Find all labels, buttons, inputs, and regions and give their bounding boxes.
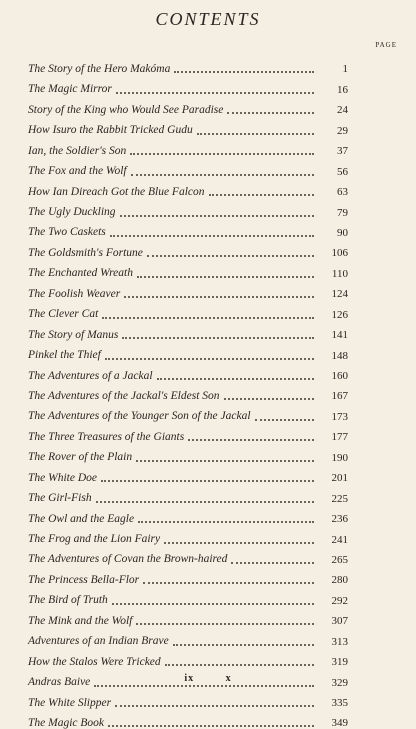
toc-entry-page: 37 xyxy=(337,145,348,158)
toc-entry xyxy=(28,300,348,320)
toc-entry-page: 1 xyxy=(342,63,348,76)
toc-entry-title: The Three Treasures of the Giants xyxy=(28,430,185,443)
dot-leader xyxy=(96,501,314,503)
toc-entry-page: 241 xyxy=(331,533,348,546)
dot-leader xyxy=(131,174,314,176)
toc-entry-title: Pinkel the Thief xyxy=(28,349,101,362)
dot-leader xyxy=(115,705,314,707)
toc-entry-page: 63 xyxy=(337,186,348,199)
toc-entry-page: 190 xyxy=(331,451,348,464)
toc-entry-title: The Magic Mirror xyxy=(28,83,112,96)
toc-entry-title: The Story of Manus xyxy=(28,328,119,341)
dot-leader xyxy=(122,337,314,339)
toc-entry-page: 329 xyxy=(331,676,348,689)
dot-leader xyxy=(124,296,314,298)
toc-entry-page: 56 xyxy=(337,165,348,178)
dot-leader xyxy=(165,664,314,666)
toc-entry xyxy=(28,586,348,606)
toc-entry-title: The Two Caskets xyxy=(28,226,106,239)
toc-entry-title: How Ian Direach Got the Blue Falcon xyxy=(28,185,205,198)
toc-entry xyxy=(28,484,348,504)
toc-entry-page: 160 xyxy=(331,370,348,382)
toc-entry-title: The Foolish Weaver xyxy=(28,287,121,300)
dot-leader xyxy=(136,623,314,625)
toc-entry-page: 16 xyxy=(337,83,348,96)
toc-entry-page: 319 xyxy=(331,656,348,669)
toc-entry-page: 24 xyxy=(337,104,348,117)
toc-entry xyxy=(28,239,348,259)
toc-entry xyxy=(28,341,348,361)
dot-leader xyxy=(94,685,314,687)
dot-leader xyxy=(147,255,314,257)
page-folio xyxy=(0,673,416,684)
dot-leader xyxy=(105,358,314,360)
toc-entry-title: The White Slipper xyxy=(28,696,112,709)
dot-leader xyxy=(173,644,314,646)
toc-entry-title: Story of the King who Would See Paradise xyxy=(28,103,224,116)
dot-leader xyxy=(188,439,314,441)
toc-entry-title: The Owl and the Eagle xyxy=(28,512,135,525)
toc-entry xyxy=(28,198,348,218)
toc-entry-title: The Story of the Hero Makóma xyxy=(28,62,171,75)
folio-numeral: x xyxy=(225,673,232,684)
toc-entry xyxy=(28,280,348,300)
toc-entry xyxy=(28,178,348,198)
toc-entry xyxy=(28,382,348,402)
toc-entry-page: 126 xyxy=(331,308,348,321)
toc-entry xyxy=(28,75,348,95)
toc-entry-page: 106 xyxy=(331,247,348,260)
toc-entry-title: The Bird of Truth xyxy=(28,594,108,607)
toc-entry xyxy=(28,137,348,157)
dot-leader xyxy=(174,71,314,73)
dot-leader xyxy=(224,398,314,400)
toc-entry-title: Adventures of an Indian Brave xyxy=(28,635,169,648)
page-column-label: PAGE xyxy=(375,41,397,49)
toc-entry-title: How the Stalos Were Tricked xyxy=(28,655,161,668)
toc-entry-title: The Frog and the Lion Fairy xyxy=(28,533,161,545)
toc-entry xyxy=(28,402,348,422)
dot-leader xyxy=(157,378,314,380)
toc-entry-title: The Mink and the Wolf xyxy=(28,614,133,627)
toc-entry-title: The Adventures of the Jackal's Eldest Son xyxy=(28,389,220,402)
dot-leader xyxy=(130,153,314,155)
dot-leader xyxy=(120,215,314,217)
toc-entry xyxy=(28,566,348,586)
toc-entry-page: 173 xyxy=(331,410,348,423)
dot-leader xyxy=(209,194,314,196)
dot-leader xyxy=(143,582,314,584)
toc-entry-page: 225 xyxy=(331,492,348,505)
dot-leader xyxy=(101,480,314,482)
toc-entry-title: The Goldsmith's Fortune xyxy=(28,246,143,259)
toc-entry-title: The Adventures of the Younger Son of the Jackal xyxy=(28,410,251,423)
dot-leader xyxy=(108,725,314,727)
toc-entry-title: The Girl-Fish xyxy=(28,492,92,505)
toc-entry xyxy=(28,689,348,709)
toc-entry xyxy=(28,464,348,484)
toc-entry-title: The Adventures of a Jackal xyxy=(28,369,153,382)
dot-leader xyxy=(137,276,314,278)
toc-entry-title: The Enchanted Wreath xyxy=(28,267,133,280)
toc-entry-title: The Rover of the Plain xyxy=(28,451,133,464)
toc-entry xyxy=(28,423,348,443)
toc-entry-page: 79 xyxy=(337,206,348,219)
toc-entry-title: The Magic Book xyxy=(28,716,105,729)
toc-entry xyxy=(28,55,348,75)
toc-entry-page: 236 xyxy=(331,513,348,526)
toc-entry-page: 177 xyxy=(331,431,348,444)
dot-leader xyxy=(138,521,314,523)
toc-entry xyxy=(28,648,348,668)
toc-entry-title: Ian, the Soldier's Son xyxy=(28,144,127,157)
toc-entry xyxy=(28,709,348,729)
toc-entry xyxy=(28,607,348,627)
dot-leader xyxy=(116,92,314,94)
dot-leader xyxy=(112,603,314,605)
toc-entry xyxy=(28,96,348,116)
toc-entry xyxy=(28,546,348,566)
dot-leader xyxy=(110,235,314,237)
toc-entry-page: 110 xyxy=(331,267,348,280)
dot-leader xyxy=(197,133,314,135)
toc-entry xyxy=(28,627,348,647)
dot-leader xyxy=(164,542,314,544)
toc-entry-page: 167 xyxy=(331,390,348,403)
dot-leader xyxy=(255,419,314,421)
toc-entry-title: The White Doe xyxy=(28,471,97,484)
toc-entry xyxy=(28,259,348,279)
toc-entry-page: 148 xyxy=(331,349,348,362)
toc-entry-page: 349 xyxy=(331,717,348,729)
toc-entry xyxy=(28,505,348,525)
toc-entry-page: 90 xyxy=(337,226,348,239)
toc-entry-page: 201 xyxy=(331,472,348,485)
toc-entry-title: The Adventures of Covan the Brown-haired xyxy=(28,553,228,566)
toc-entry xyxy=(28,116,348,136)
toc-entry xyxy=(28,219,348,239)
toc-entry xyxy=(28,321,348,341)
toc-entry-page: 313 xyxy=(331,635,348,648)
toc-entry-page: 124 xyxy=(331,288,348,301)
page-title: CONTENTS xyxy=(155,9,261,29)
dot-leader xyxy=(227,112,314,114)
toc-entry-page: 141 xyxy=(331,329,348,342)
toc-entry-page: 280 xyxy=(331,574,348,587)
toc-entry-page: 29 xyxy=(337,124,348,137)
toc-entry-title: The Ugly Duckling xyxy=(28,206,116,218)
dot-leader xyxy=(136,460,314,462)
contents-list xyxy=(28,55,348,729)
dot-leader xyxy=(231,562,314,564)
toc-entry-page: 335 xyxy=(331,697,348,709)
toc-entry xyxy=(28,525,348,545)
toc-entry-page: 307 xyxy=(331,615,348,628)
toc-entry-title: The Fox and the Wolf xyxy=(28,165,127,178)
toc-entry-title: Andras Baive xyxy=(28,676,91,689)
toc-entry xyxy=(28,443,348,463)
toc-entry-title: The Princess Bella-Flor xyxy=(28,573,140,586)
toc-entry-page: 265 xyxy=(331,553,348,566)
toc-entry-page: 292 xyxy=(331,594,348,607)
toc-entry-title: The Clever Cat xyxy=(28,308,99,321)
folio-numeral: ix xyxy=(184,673,195,684)
dot-leader xyxy=(102,317,314,319)
toc-entry-title: How Isuro the Rabbit Tricked Gudu xyxy=(28,124,193,137)
toc-entry xyxy=(28,157,348,177)
toc-entry xyxy=(28,362,348,382)
